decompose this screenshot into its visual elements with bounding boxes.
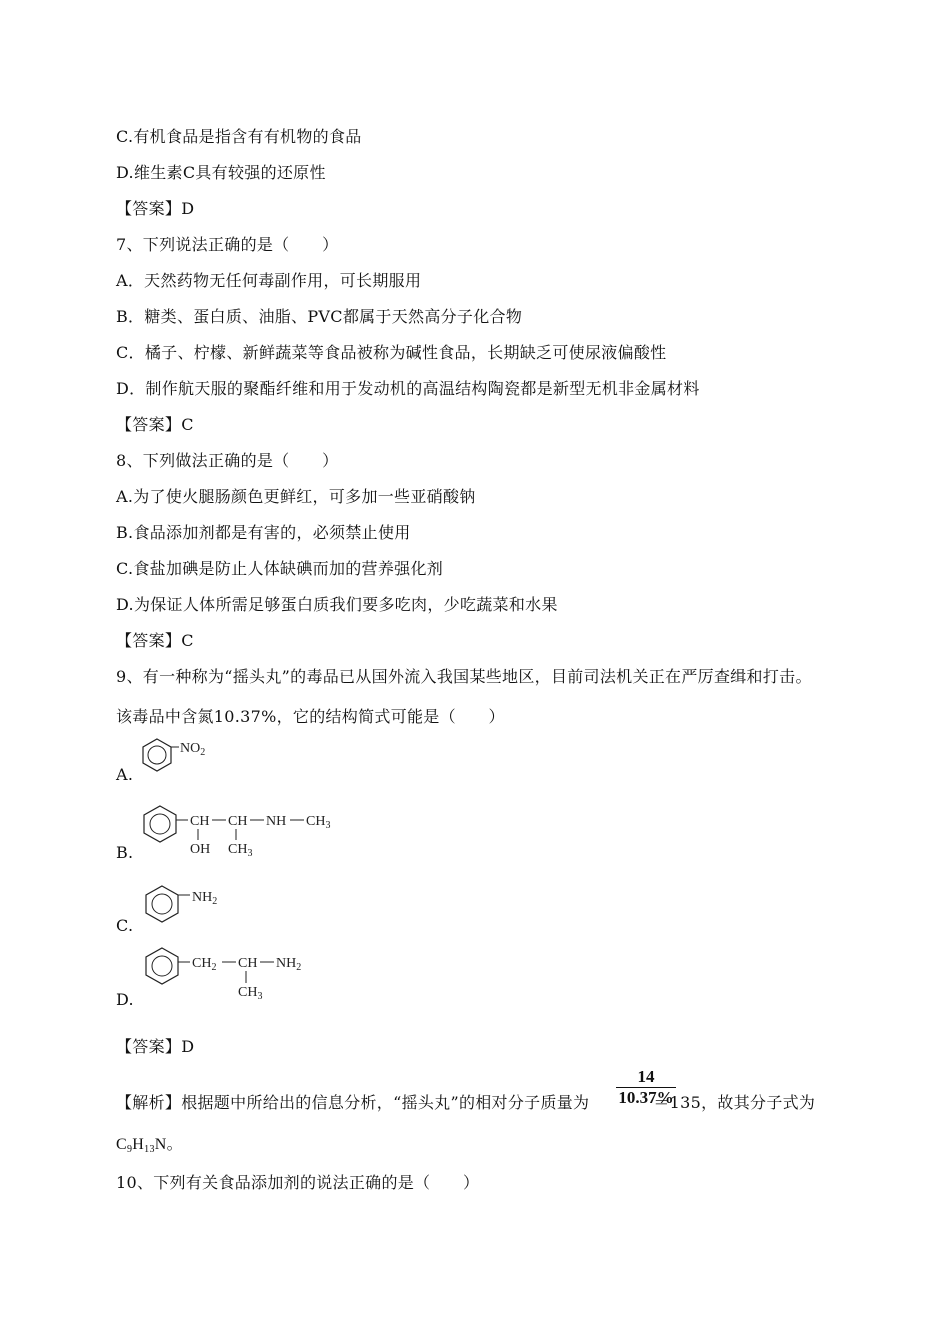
hydroxyl-group: OH bbox=[190, 842, 211, 857]
nh-group: NH bbox=[266, 814, 287, 829]
q7-stem: 7、下列说法正确的是（ ） bbox=[116, 235, 339, 254]
q7-option-c: C．橘子、柠檬、新鲜蔬菜等食品被称为碱性食品，长期缺乏可使尿液偏酸性 bbox=[116, 343, 667, 362]
nitro-group: $NO_2$ bbox=[180, 741, 206, 758]
q9-structure-a bbox=[140, 738, 230, 778]
q9-option-c-label: C. bbox=[116, 916, 134, 935]
fraction bbox=[616, 1068, 676, 1107]
q7-option-b: B．糖类、蛋白质、油脂、PVC都属于天然高分子化合物 bbox=[116, 307, 523, 326]
benzene-ring-circle bbox=[152, 894, 172, 914]
q7-option-d: D．制作航天服的聚酯纤维和用于发动机的高温结构陶瓷都是新型无机非金属材料 bbox=[116, 379, 700, 398]
q9-stem-line1: 9、有一种称为“摇头丸”的毒品已从国外流入我国某些地区，目前司法机关正在严厉查缉和打击。 bbox=[116, 667, 812, 686]
methyl-group: $CH_3$ bbox=[228, 842, 253, 859]
analysis-text-pre: 【解析】根据题中所给出的信息分析，“摇头丸”的相对分子质量为 bbox=[116, 1093, 590, 1112]
q6-option-c: C.有机食品是指含有有机物的食品 bbox=[116, 127, 362, 146]
q6-option-d: D.维生素C具有较强的还原性 bbox=[116, 163, 326, 182]
q8-option-d: D.为保证人体所需足够蛋白质我们要多吃肉，少吃蔬菜和水果 bbox=[116, 595, 558, 614]
q8-option-a: A.为了使火腿肠颜色更鲜红，可多加一些亚硝酸钠 bbox=[116, 487, 476, 506]
q8-option-b: B.食品添加剂都是有害的，必须禁止使用 bbox=[116, 523, 411, 542]
methyl-group: $CH_3$ bbox=[238, 985, 263, 1002]
q8-option-c: C.食盐加碘是防止人体缺碘而加的营养强化剂 bbox=[116, 559, 444, 578]
ch-group: CH bbox=[238, 956, 258, 971]
q9-structure-c bbox=[142, 884, 242, 924]
q9-answer: 【答案】D bbox=[116, 1037, 195, 1056]
amino-group: $NH_2$ bbox=[276, 956, 302, 973]
q9-structure-d bbox=[142, 946, 342, 1002]
benzene-ring bbox=[146, 886, 178, 922]
q7-answer: 【答案】C bbox=[116, 415, 194, 434]
q7-option-a: A．天然药物无任何毒副作用，可长期服用 bbox=[116, 271, 422, 290]
methyl-group: $CH_3$ bbox=[306, 814, 331, 831]
analysis-text-post: ＝135，故其分子式为 bbox=[653, 1093, 816, 1112]
benzene-ring-circle bbox=[150, 814, 170, 834]
ch2-group: $CH_2$ bbox=[192, 956, 217, 973]
benzene-ring-circle bbox=[148, 746, 166, 764]
benzene-ring-circle bbox=[152, 956, 172, 976]
molecular-formula: C9H13N。 bbox=[116, 1136, 183, 1155]
q8-answer: 【答案】C bbox=[116, 631, 194, 650]
q6-answer: 【答案】D bbox=[116, 199, 195, 218]
q9-analysis bbox=[116, 1093, 815, 1113]
q9-structure-b bbox=[140, 804, 360, 860]
q9-option-b-label: B. bbox=[116, 843, 134, 862]
q10-stem: 10、下列有关食品添加剂的说法正确的是（ ） bbox=[116, 1173, 480, 1192]
q9-option-d-label: D. bbox=[116, 990, 134, 1009]
fraction-denominator: 10.37% bbox=[618, 1088, 674, 1107]
fraction-numerator: 14 bbox=[637, 1067, 655, 1086]
benzene-ring bbox=[144, 806, 176, 842]
benzene-ring bbox=[146, 948, 178, 984]
q9-option-a-label: A. bbox=[116, 765, 134, 784]
q8-stem: 8、下列做法正确的是（ ） bbox=[116, 451, 339, 470]
ch-group-2: CH bbox=[228, 814, 248, 829]
amino-group: $NH_2$ bbox=[192, 890, 218, 907]
ch-group-1: CH bbox=[190, 814, 210, 829]
q9-stem-line2: 该毒品中含氮10.37%，它的结构简式可能是（ ） bbox=[116, 707, 505, 726]
benzene-ring bbox=[143, 739, 171, 771]
